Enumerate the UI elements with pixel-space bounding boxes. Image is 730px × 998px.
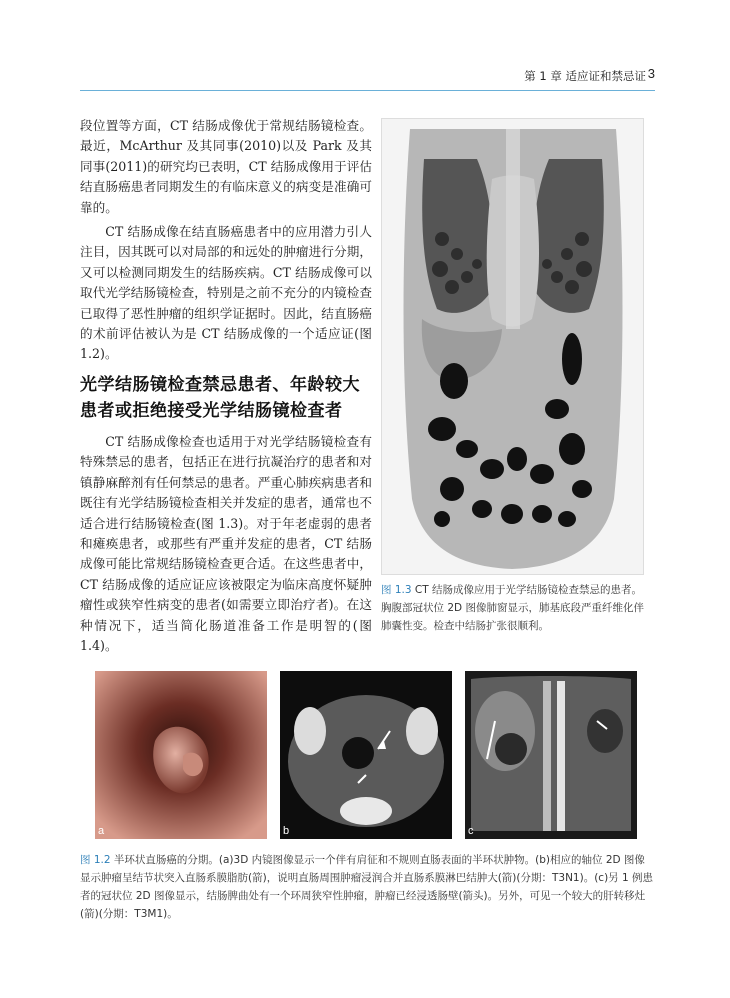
- page-header: [0, 60, 730, 92]
- figure-1-2-panel-c: [465, 671, 637, 839]
- figure-1-2-caption: [80, 851, 655, 923]
- caption-text: 半环状直肠癌的分期。(a)3D 内镜图像显示一个伴有肩征和不规则直肠表面的半环状肿物。(b)相应的轴位 2D 图像显示肿瘤呈结节状突入直肠系膜脂肪(箭)，说明直肠周围肿瘤浸润合并直肠系膜淋巴结肿大(箭)(分期：T3N1)。(c)另 1 例患者的冠状位 2D 图像显示，结肠脾曲处有一个环周狭窄性肿瘤，肿瘤已经浸透肠壁(箭头)。另外，可见一个较大的肝转移灶(箭)(分期：T3M1)。: [80, 854, 654, 920]
- paragraph: CT 结肠成像检查也适用于对光学结肠镜检查有特殊禁忌的患者，包括正在进行抗凝治疗的患者和对镇静麻醉剂有任何禁忌的患者。严重心肺疾病患者和既往有光学结肠镜检查相关并发症的患者，通常也不适合进行结肠镜检查(图 1.3)。对于年老虚弱的患者和瘫痪患者，或那些有严重并发症的患者，CT 结肠成像可能比常规结肠镜检查更合适。在这些患者中，CT 结肠成像的适应证应该被限定为临床高度怀疑肿瘤性或狭窄性病变的患者(如需要立即治疗者)。在这种情况下，适当简化肠道准备工作是明智的(图 1.4)。: [80, 433, 372, 653]
- caption-text: CT 结肠成像应用于光学结肠镜检查禁忌的患者。胸腹部冠状位 2D 图像肺窗显示，肺基底段严重纤维化伴肺囊性变。检查中结肠扩张很顺利。: [381, 584, 644, 632]
- figure-label: 图 1.2: [80, 854, 111, 866]
- figure-1-2-panel-b: [280, 671, 452, 839]
- figure-1-2-panel-a: [95, 671, 267, 839]
- panel-label: c: [468, 825, 474, 837]
- figure-label: 图 1.3: [381, 584, 412, 596]
- chapter-title: 第 1 章 适应证和禁忌证: [524, 69, 646, 83]
- figure-1-3-ct-coronal-image: [381, 118, 644, 575]
- section-heading: 光学结肠镜检查禁忌患者、年龄较大患者或拒绝接受光学结肠镜检查者: [80, 374, 360, 421]
- page-number: 3: [647, 66, 655, 81]
- left-text-column: [80, 116, 372, 656]
- paragraph: CT 结肠成像在结直肠癌患者中的应用潜力引人注目，因其既可以对局部的和远处的肿瘤进行分期，又可以检测同期发生的结肠疾病。CT 结肠成像可以取代光学结肠镜检查，特别是之前不充分的内镜检查已取得了恶性肿瘤的组织学证据时。因此，结直肠癌的术前评估被认为是 CT 结肠成像的一个适应证(图 1.2)。: [80, 224, 372, 362]
- figure-1-3-caption: [381, 581, 651, 635]
- panel-label: a: [98, 825, 105, 837]
- paragraph: 段位置等方面，CT 结肠成像优于常规结肠镜检查。最近，McArthur 及其同事(2010)以及 Park 及其同事(2011)的研究均已表明，CT 结肠成像用于评估结直肠癌患者同期发生的有临床意义的病变是准确可靠的。: [80, 118, 372, 215]
- figure-1-2-panels: [95, 671, 635, 841]
- panel-label: b: [283, 825, 290, 837]
- header-rule: [80, 90, 655, 91]
